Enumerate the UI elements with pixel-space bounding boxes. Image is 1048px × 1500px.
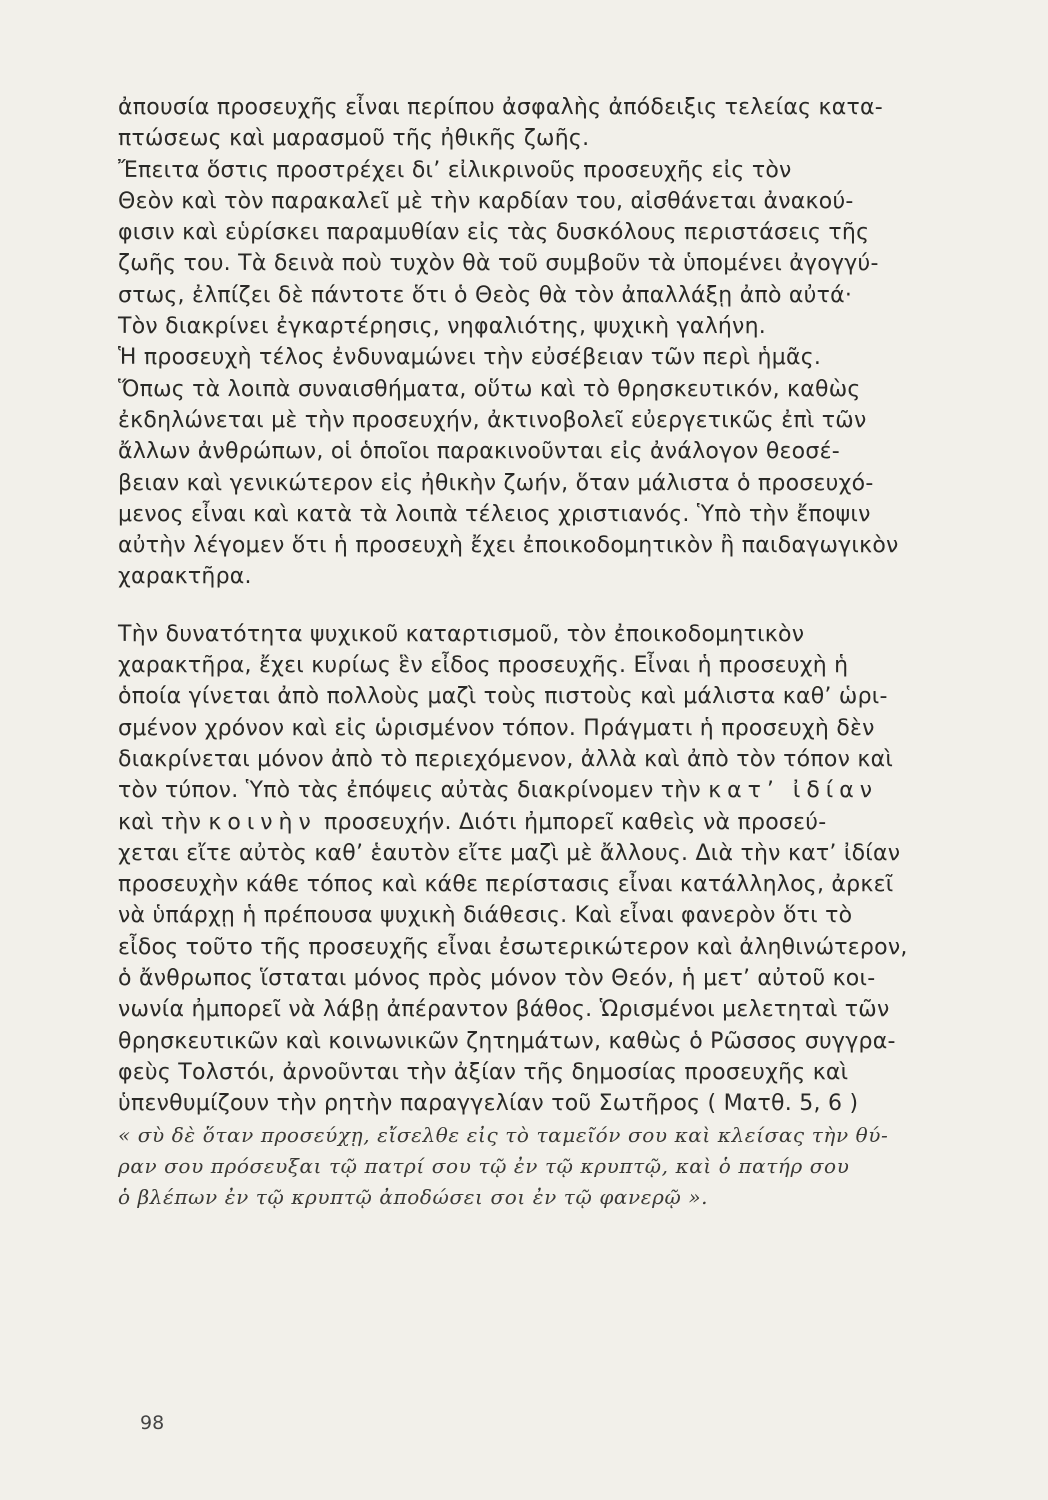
text-line: μενος εἶναι καὶ κατὰ τὰ λοιπὰ τέλειος χριστιανός. Ὑπὸ τὴν ἔποψιν	[118, 501, 871, 527]
quote-line: ὁ βλέπων ἐν τῷ κρυπτῷ ἀποδώσει σοι ἐν τῷ φανερῷ ».	[118, 1185, 709, 1210]
text-line: Τὸν διακρίνει ἐγκαρτέρησις, νηφαλιότης, ψυχικὴ γαλήνη.	[118, 314, 767, 340]
text-line: Ὅπως τὰ λοιπὰ συναισθήματα, οὕτω καὶ τὸ θρησκευτικόν, καθὼς	[118, 376, 861, 402]
text-line: Ἡ προσευχὴ τέλος ἐνδυναμώνει τὴν εὐσέβειαν τῶν περὶ ἡμᾶς.	[118, 345, 822, 371]
text-line: ἀπουσία προσευχῆς εἶναι περίπου ἀσφαλὴς ἀπόδειξις τελείας κατα-	[118, 95, 883, 120]
text-line: Τὴν δυνατότητα ψυχικοῦ καταρτισμοῦ, τὸν ἐποικοδομητικὸν	[118, 621, 805, 647]
paragraph-3	[118, 342, 993, 592]
text-line: ὁ ἄνθρωπος ἵσταται μόνος πρὸς μόνον τὸν Θεόν, ἡ μετ’ αὐτοῦ κοι-	[118, 966, 876, 992]
scripture-quote	[118, 1120, 993, 1214]
paragraph-1	[118, 92, 993, 155]
text-line: σμένον χρόνον καὶ εἰς ὡρισμένον τόπον. Πράγματι ἡ προσευχὴ δὲν	[118, 715, 875, 741]
text-line: χεται εἴτε αὐτὸς καθ’ ἑαυτὸν εἴτε μαζὶ μὲ ἄλλους. Διὰ τὴν κατ’ ἰδίαν	[118, 840, 901, 866]
text-line: φισιν καὶ εὑρίσκει παραμυθίαν εἰς τὰς δυσκόλους περιστάσεις τῆς	[118, 220, 870, 246]
quote-line: ραν σου πρόσευξαι τῷ πατρί σου τῷ ἐν τῷ κρυπτῷ, καὶ ὁ πατήρ σου	[118, 1153, 850, 1178]
text-line: ἄλλων ἀνθρώπων, οἱ ὁποῖοι παρακινοῦνται εἰς ἀνάλογον θεοσέ-	[118, 439, 840, 465]
text-line: ἐκδηλώνεται μὲ τὴν προσευχήν, ἀκτινοβολεῖ εὐεργετικῶς ἐπὶ τῶν	[118, 407, 867, 433]
quote-line: « σὺ δὲ ὅταν προσεύχῃ, εἴσελθε εἰς τὸ ταμεῖόν σου καὶ κλείσας τὴν θύ-	[118, 1122, 889, 1147]
text-line: ὁποία γίνεται ἀπὸ πολλοὺς μαζὶ τοὺς πιστοὺς καὶ μάλιστα καθ’ ὡρι-	[118, 684, 888, 710]
text-line	[118, 775, 993, 806]
text-segment: καὶ τὴν	[118, 809, 209, 835]
paragraph-4	[118, 619, 993, 1120]
text-line: χαρακτῆρα.	[118, 564, 252, 590]
text-line: προσευχὴν κάθε τόπος καὶ κάθε περίστασις εἶναι κατάλληλος, ἀρκεῖ	[118, 872, 894, 898]
text-line: διακρίνεται μόνον ἀπὸ τὸ περιεχόμενον, ἀλλὰ καὶ ἀπὸ τὸν τόπον καὶ	[118, 746, 894, 772]
text-line: Θεὸν καὶ τὸν παρακαλεῖ μὲ τὴν καρδίαν του, αἰσθάνεται ἀνακού-	[118, 188, 854, 214]
paragraph-gap	[118, 593, 993, 619]
text-line: νωνία ἠμπορεῖ νὰ λάβῃ ἀπέραντον βάθος. Ὡρισμένοι μελετηταὶ τῶν	[118, 997, 890, 1023]
spaced-emphasis: κατ’ ἰδίαν	[708, 778, 879, 804]
text-line: ζωῆς του. Τὰ δεινὰ ποὺ τυχὸν θὰ τοῦ συμβοῦν τὰ ὑπομένει ἀγογγύ-	[118, 251, 879, 277]
text-line: εἶδος τοῦτο τῆς προσευχῆς εἶναι ἐσωτερικώτερον καὶ ἀληθινώτερον,	[118, 934, 908, 960]
text-line	[118, 807, 993, 838]
text-line: νὰ ὑπάρχῃ ἡ πρέπουσα ψυχικὴ διάθεσις. Καὶ εἶναι φανερὸν ὅτι τὸ	[118, 903, 853, 929]
paragraph-2	[118, 155, 993, 343]
text-line: στως, ἐλπίζει δὲ πάντοτε ὅτι ὁ Θεὸς θὰ τὸν ἀπαλλάξῃ ἀπὸ αὐτά·	[118, 282, 853, 308]
text-line: βειαν καὶ γενικώτερον εἰς ἠθικὴν ζωήν, ὅταν μάλιστα ὁ προσευχό-	[118, 470, 874, 496]
text-line: θρησκευτικῶν καὶ κοινωνικῶν ζητημάτων, καθὼς ὁ Ρῶσσος συγγρα-	[118, 1028, 896, 1054]
text-line: φεὺς Τολστόι, ἀρνοῦνται τὴν ἀξίαν τῆς δημοσίας προσευχῆς καὶ	[118, 1059, 849, 1085]
text-line: χαρακτῆρα, ἔχει κυρίως ἓν εἶδος προσευχῆς. Εἶναι ἡ προσευχὴ ἡ	[118, 653, 849, 679]
text-line: Ἔπειτα ὅστις προστρέχει δι’ εἰλικρινοῦς προσευχῆς εἰς τὸν	[118, 157, 792, 183]
text-line: αὐτὴν λέγομεν ὅτι ἡ προσευχὴ ἔχει ἐποικοδομητικὸν ἢ παιδαγωγικὸν	[118, 533, 899, 559]
spaced-emphasis: κοινὴν	[208, 809, 317, 835]
text-segment: τὸν τύπον. Ὑπὸ τὰς ἐπόψεις αὐτὰς διακρίνομεν τὴν	[118, 778, 709, 804]
text-line: ὑπενθυμίζουν τὴν ρητὴν παραγγελίαν τοῦ Σωτῆρος ( Ματθ. 5, 6 )	[118, 1091, 859, 1117]
page-number: 98	[140, 1412, 165, 1434]
text-segment: προσευχήν. Διότι ἠμπορεῖ καθεὶς νὰ προσεύ-	[316, 809, 827, 835]
text-line: πτώσεως καὶ μαρασμοῦ τῆς ἠθικῆς ζωῆς.	[118, 126, 590, 152]
